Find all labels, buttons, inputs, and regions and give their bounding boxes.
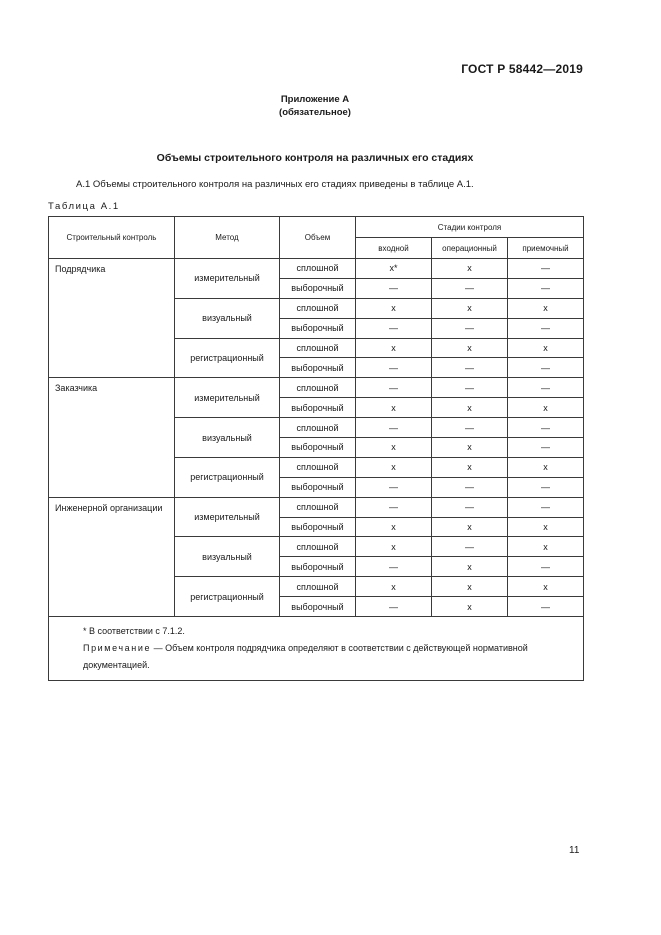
method-cell: визуальный	[175, 537, 280, 577]
acceptance-cell: х	[508, 298, 584, 318]
control-cell: Инженерной организации	[49, 497, 175, 616]
incoming-cell: х	[356, 577, 432, 597]
operational-cell: —	[432, 358, 508, 378]
table-notes	[49, 617, 584, 681]
control-cell: Подрядчика	[49, 259, 175, 378]
volume-cell: выборочный	[280, 318, 356, 338]
acceptance-cell: —	[508, 497, 584, 517]
operational-cell: —	[432, 537, 508, 557]
table-row	[49, 378, 584, 398]
method-cell: измерительный	[175, 259, 280, 299]
intro-paragraph: А.1 Объемы строительного контроля на различных его стадиях приведены в таблице А.1.	[76, 179, 474, 190]
method-cell: измерительный	[175, 378, 280, 418]
operational-cell: х	[432, 597, 508, 617]
incoming-cell: —	[356, 358, 432, 378]
acceptance-cell: х	[508, 517, 584, 537]
acceptance-cell: х	[508, 457, 584, 477]
header-operational: операционный	[432, 238, 508, 259]
volume-cell: сплошной	[280, 298, 356, 318]
note-text: — Объем контроля подрядчика определяют в соответствии с действующей нормативной документацией.	[83, 643, 528, 671]
incoming-cell: —	[356, 477, 432, 497]
volume-cell: сплошной	[280, 418, 356, 438]
annex-heading	[0, 93, 630, 119]
table-caption: Таблица А.1	[48, 201, 120, 212]
annex-status: (обязательное)	[279, 107, 351, 118]
header-incoming: входной	[356, 238, 432, 259]
footnote: * В соответствии с 7.1.2.	[83, 626, 185, 637]
section-title: Объемы строительного контроля на различных его стадиях	[156, 152, 474, 164]
method-cell: регистрационный	[175, 577, 280, 617]
volume-cell: сплошной	[280, 457, 356, 477]
method-cell: визуальный	[175, 298, 280, 338]
header-volume: Объем	[280, 217, 356, 259]
page-number: 11	[569, 845, 580, 856]
incoming-cell: х	[356, 438, 432, 458]
operational-cell: х	[432, 517, 508, 537]
operational-cell: х	[432, 398, 508, 418]
operational-cell: х	[432, 259, 508, 279]
operational-cell: —	[432, 418, 508, 438]
volume-cell: сплошной	[280, 577, 356, 597]
volume-cell: выборочный	[280, 477, 356, 497]
volume-cell: сплошной	[280, 537, 356, 557]
volume-cell: выборочный	[280, 557, 356, 577]
table-body	[49, 259, 584, 617]
acceptance-cell: —	[508, 318, 584, 338]
acceptance-cell: —	[508, 477, 584, 497]
acceptance-cell: —	[508, 358, 584, 378]
annex-title: Приложение А	[280, 94, 350, 105]
operational-cell: —	[432, 378, 508, 398]
acceptance-cell: х	[508, 338, 584, 358]
volume-cell: выборочный	[280, 358, 356, 378]
incoming-cell: —	[356, 278, 432, 298]
header-stages: Стадии контроля	[356, 217, 584, 238]
note-label: Примечание	[83, 643, 152, 654]
incoming-cell: —	[356, 557, 432, 577]
acceptance-cell: —	[508, 378, 584, 398]
method-cell: визуальный	[175, 418, 280, 458]
operational-cell: —	[432, 477, 508, 497]
incoming-cell: —	[356, 318, 432, 338]
incoming-cell: х	[356, 398, 432, 418]
document-code: ГОСТ Р 58442—2019	[461, 62, 583, 76]
volume-cell: выборочный	[280, 278, 356, 298]
incoming-cell: х	[356, 517, 432, 537]
volume-cell: сплошной	[280, 378, 356, 398]
control-volume-table	[48, 216, 584, 681]
header-method: Метод	[175, 217, 280, 259]
method-cell: регистрационный	[175, 457, 280, 497]
operational-cell: —	[432, 318, 508, 338]
volume-cell: выборочный	[280, 398, 356, 418]
volume-cell: сплошной	[280, 259, 356, 279]
incoming-cell: х	[356, 338, 432, 358]
operational-cell: х	[432, 557, 508, 577]
acceptance-cell: х	[508, 398, 584, 418]
table-row	[49, 497, 584, 517]
operational-cell: х	[432, 298, 508, 318]
volume-cell: выборочный	[280, 597, 356, 617]
incoming-cell: —	[356, 418, 432, 438]
acceptance-cell: —	[508, 597, 584, 617]
incoming-cell: —	[356, 597, 432, 617]
control-cell: Заказчика	[49, 378, 175, 497]
volume-cell: выборочный	[280, 517, 356, 537]
operational-cell: —	[432, 497, 508, 517]
acceptance-cell: —	[508, 259, 584, 279]
header-control: Строительный контроль	[49, 217, 175, 259]
note	[83, 640, 577, 674]
acceptance-cell: —	[508, 557, 584, 577]
volume-cell: сплошной	[280, 497, 356, 517]
acceptance-cell: —	[508, 438, 584, 458]
incoming-cell: —	[356, 497, 432, 517]
acceptance-cell: —	[508, 418, 584, 438]
operational-cell: х	[432, 577, 508, 597]
method-cell: регистрационный	[175, 338, 280, 378]
table-row	[49, 259, 584, 279]
operational-cell: х	[432, 438, 508, 458]
incoming-cell: х	[356, 537, 432, 557]
operational-cell: —	[432, 278, 508, 298]
incoming-cell: —	[356, 378, 432, 398]
operational-cell: х	[432, 338, 508, 358]
acceptance-cell: —	[508, 278, 584, 298]
volume-cell: сплошной	[280, 338, 356, 358]
method-cell: измерительный	[175, 497, 280, 537]
volume-cell: выборочный	[280, 438, 356, 458]
incoming-cell: х	[356, 298, 432, 318]
incoming-cell: х*	[356, 259, 432, 279]
acceptance-cell: х	[508, 537, 584, 557]
operational-cell: х	[432, 457, 508, 477]
acceptance-cell: х	[508, 577, 584, 597]
incoming-cell: х	[356, 457, 432, 477]
header-acceptance: приемочный	[508, 238, 584, 259]
